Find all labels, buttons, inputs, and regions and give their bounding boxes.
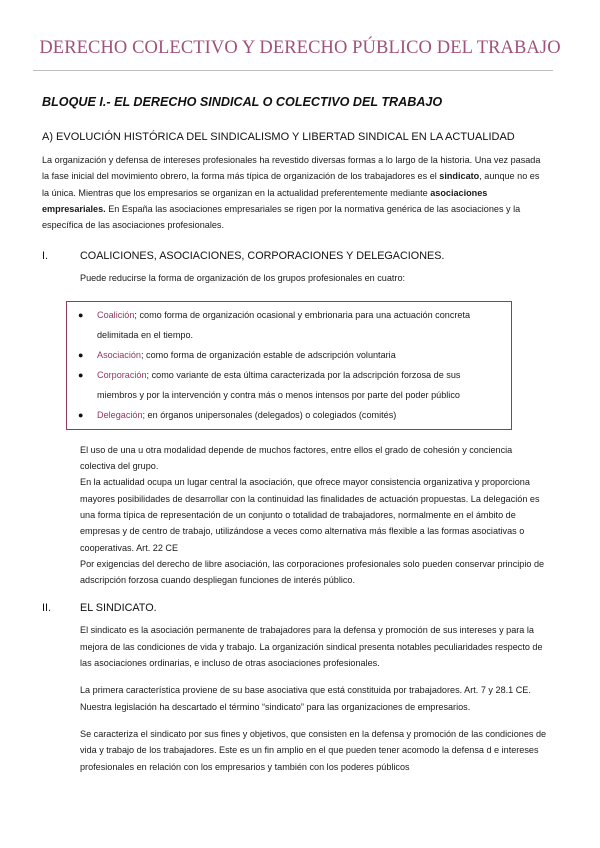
item-text: ; como forma de organización ocasional y embrionaria para una actuación concreta delimitada en el tiempo. bbox=[97, 309, 471, 340]
list-item bbox=[78, 305, 501, 345]
bloque-title: BLOQUE I.- EL DERECHO SINDICAL O COLECTIVO DEL TRABAJO bbox=[42, 95, 443, 109]
organization-forms-box bbox=[66, 301, 512, 430]
section-i-paragraph-3: Por exigencias del derecho de libre asociación, las corporaciones profesionales solo pueden conservar principio de adscripción forzosa cuando despliegan funciones de interés público. bbox=[80, 558, 545, 586]
section-a-title: A) EVOLUCIÓN HISTÓRICA DEL SINDICALISMO Y LIBERTAD SINDICAL EN LA ACTUALIDAD bbox=[42, 131, 515, 143]
organization-forms-list bbox=[78, 305, 501, 425]
bullet-icon: ● bbox=[78, 309, 84, 320]
section-i-title: COALICIONES, ASOCIACIONES, CORPORACIONES Y DELEGACIONES. bbox=[80, 250, 445, 263]
document-body bbox=[42, 95, 547, 775]
section-ii-number: II. bbox=[42, 602, 51, 615]
header-divider bbox=[33, 70, 553, 71]
list-item bbox=[78, 405, 501, 425]
section-ii-paragraph-1: El sindicato es la asociación permanente de trabajadores para la defensa y promoción de sus intereses y para la mejora de las condiciones de vida y trabajo. La organización sindical presenta notables peculiaridades respecto de las asociaciones ordinarias, e incluso de otras asociaciones profesionales. bbox=[80, 625, 543, 669]
term-delegacion: Delegación bbox=[97, 409, 143, 420]
term-coalicion: Coalición bbox=[97, 309, 135, 320]
intro-text-2: , aunque no es la única. Mientras que los empresarios se organizan en la actualidad preferentemente mediante bbox=[42, 171, 540, 198]
term-corporacion: Corporación bbox=[97, 369, 147, 380]
bullet-icon: ● bbox=[78, 409, 84, 420]
intro-bold-sindicato: sindicato bbox=[439, 171, 480, 182]
intro-bold-asociaciones: asociaciones empresariales. bbox=[42, 187, 488, 214]
item-text: ; como forma de organización estable de adscripción voluntaria bbox=[140, 349, 396, 360]
section-i-body bbox=[80, 442, 547, 589]
list-item bbox=[78, 365, 501, 405]
section-ii-title: EL SINDICATO. bbox=[80, 602, 157, 615]
section-ii-heading bbox=[42, 602, 547, 614]
section-i-paragraph-2: En la actualidad ocupa un lugar central la asociación, que ofrece mayor consistencia organizativa y proporciona mayores posibilidades de desarrollar con la continuidad las finalidades de actuación propuestas. La delegación es una forma típica de representación de un conjunto o totalidad de trabajadores, normalmente en el ámbito de empresas y de centro de trabajo, utilizándose a veces como alternativa más flexible a las formas asociativas o cooperativas. Art. 22 CE bbox=[80, 477, 540, 553]
section-ii-paragraph-2: La primera característica proviene de su base asociativa que está constituida por trabajadores. Art. 7 y 28.1 CE. Nuestra legislación ha descartado el término “sindicato” para las organizaciones de empresarios. bbox=[80, 685, 531, 712]
list-item bbox=[78, 345, 501, 365]
section-ii-body bbox=[80, 622, 547, 774]
section-ii-paragraph-3: Se caracteriza el sindicato por sus fines y objetivos, que consisten en la defensa y promoción de las condiciones de vida y trabajo de los trabajadores. Este es un fin amplio en el que pueden tener acomodo la defensa d e intereses profesionales en relación con los empresarios y también con los poderes públicos bbox=[80, 728, 547, 772]
term-asociacion: Asociación bbox=[97, 349, 141, 360]
section-i-number: I. bbox=[42, 250, 48, 263]
intro-text-1: La organización y defensa de intereses profesionales ha revestido diversas formas a lo largo de la historia. Una vez pasada la fase inicial del movimiento obrero, la forma más típica de organización de los trabajadores es el bbox=[42, 155, 541, 182]
section-i-heading bbox=[42, 250, 547, 262]
intro-text-3: En España las asociaciones empresariales se rigen por la normativa genérica de las asociaciones y la específica de las asociaciones profesionales. bbox=[42, 203, 521, 231]
document-header-title: DERECHO COLECTIVO Y DERECHO PÚBLICO DEL TRABAJO bbox=[39, 38, 561, 58]
section-i-paragraph-1: El uso de una u otra modalidad depende de muchos factores, entre ellos el grado de cohesión y conciencia colectiva del grupo. bbox=[80, 444, 513, 472]
item-text: ; en órganos unipersonales (delegados) o colegiados (comités) bbox=[142, 409, 397, 420]
section-i-lead: Puede reducirse la forma de organización de los grupos profesionales en cuatro: bbox=[80, 273, 406, 284]
item-text: ; como variante de esta última caracterizada por la adscripción forzosa de sus miembros y por la intervención y contra más o menos intensos por parte del poder público bbox=[97, 369, 461, 400]
section-a-intro bbox=[42, 152, 547, 233]
bullet-icon: ● bbox=[78, 369, 84, 380]
bullet-icon: ● bbox=[78, 349, 84, 360]
